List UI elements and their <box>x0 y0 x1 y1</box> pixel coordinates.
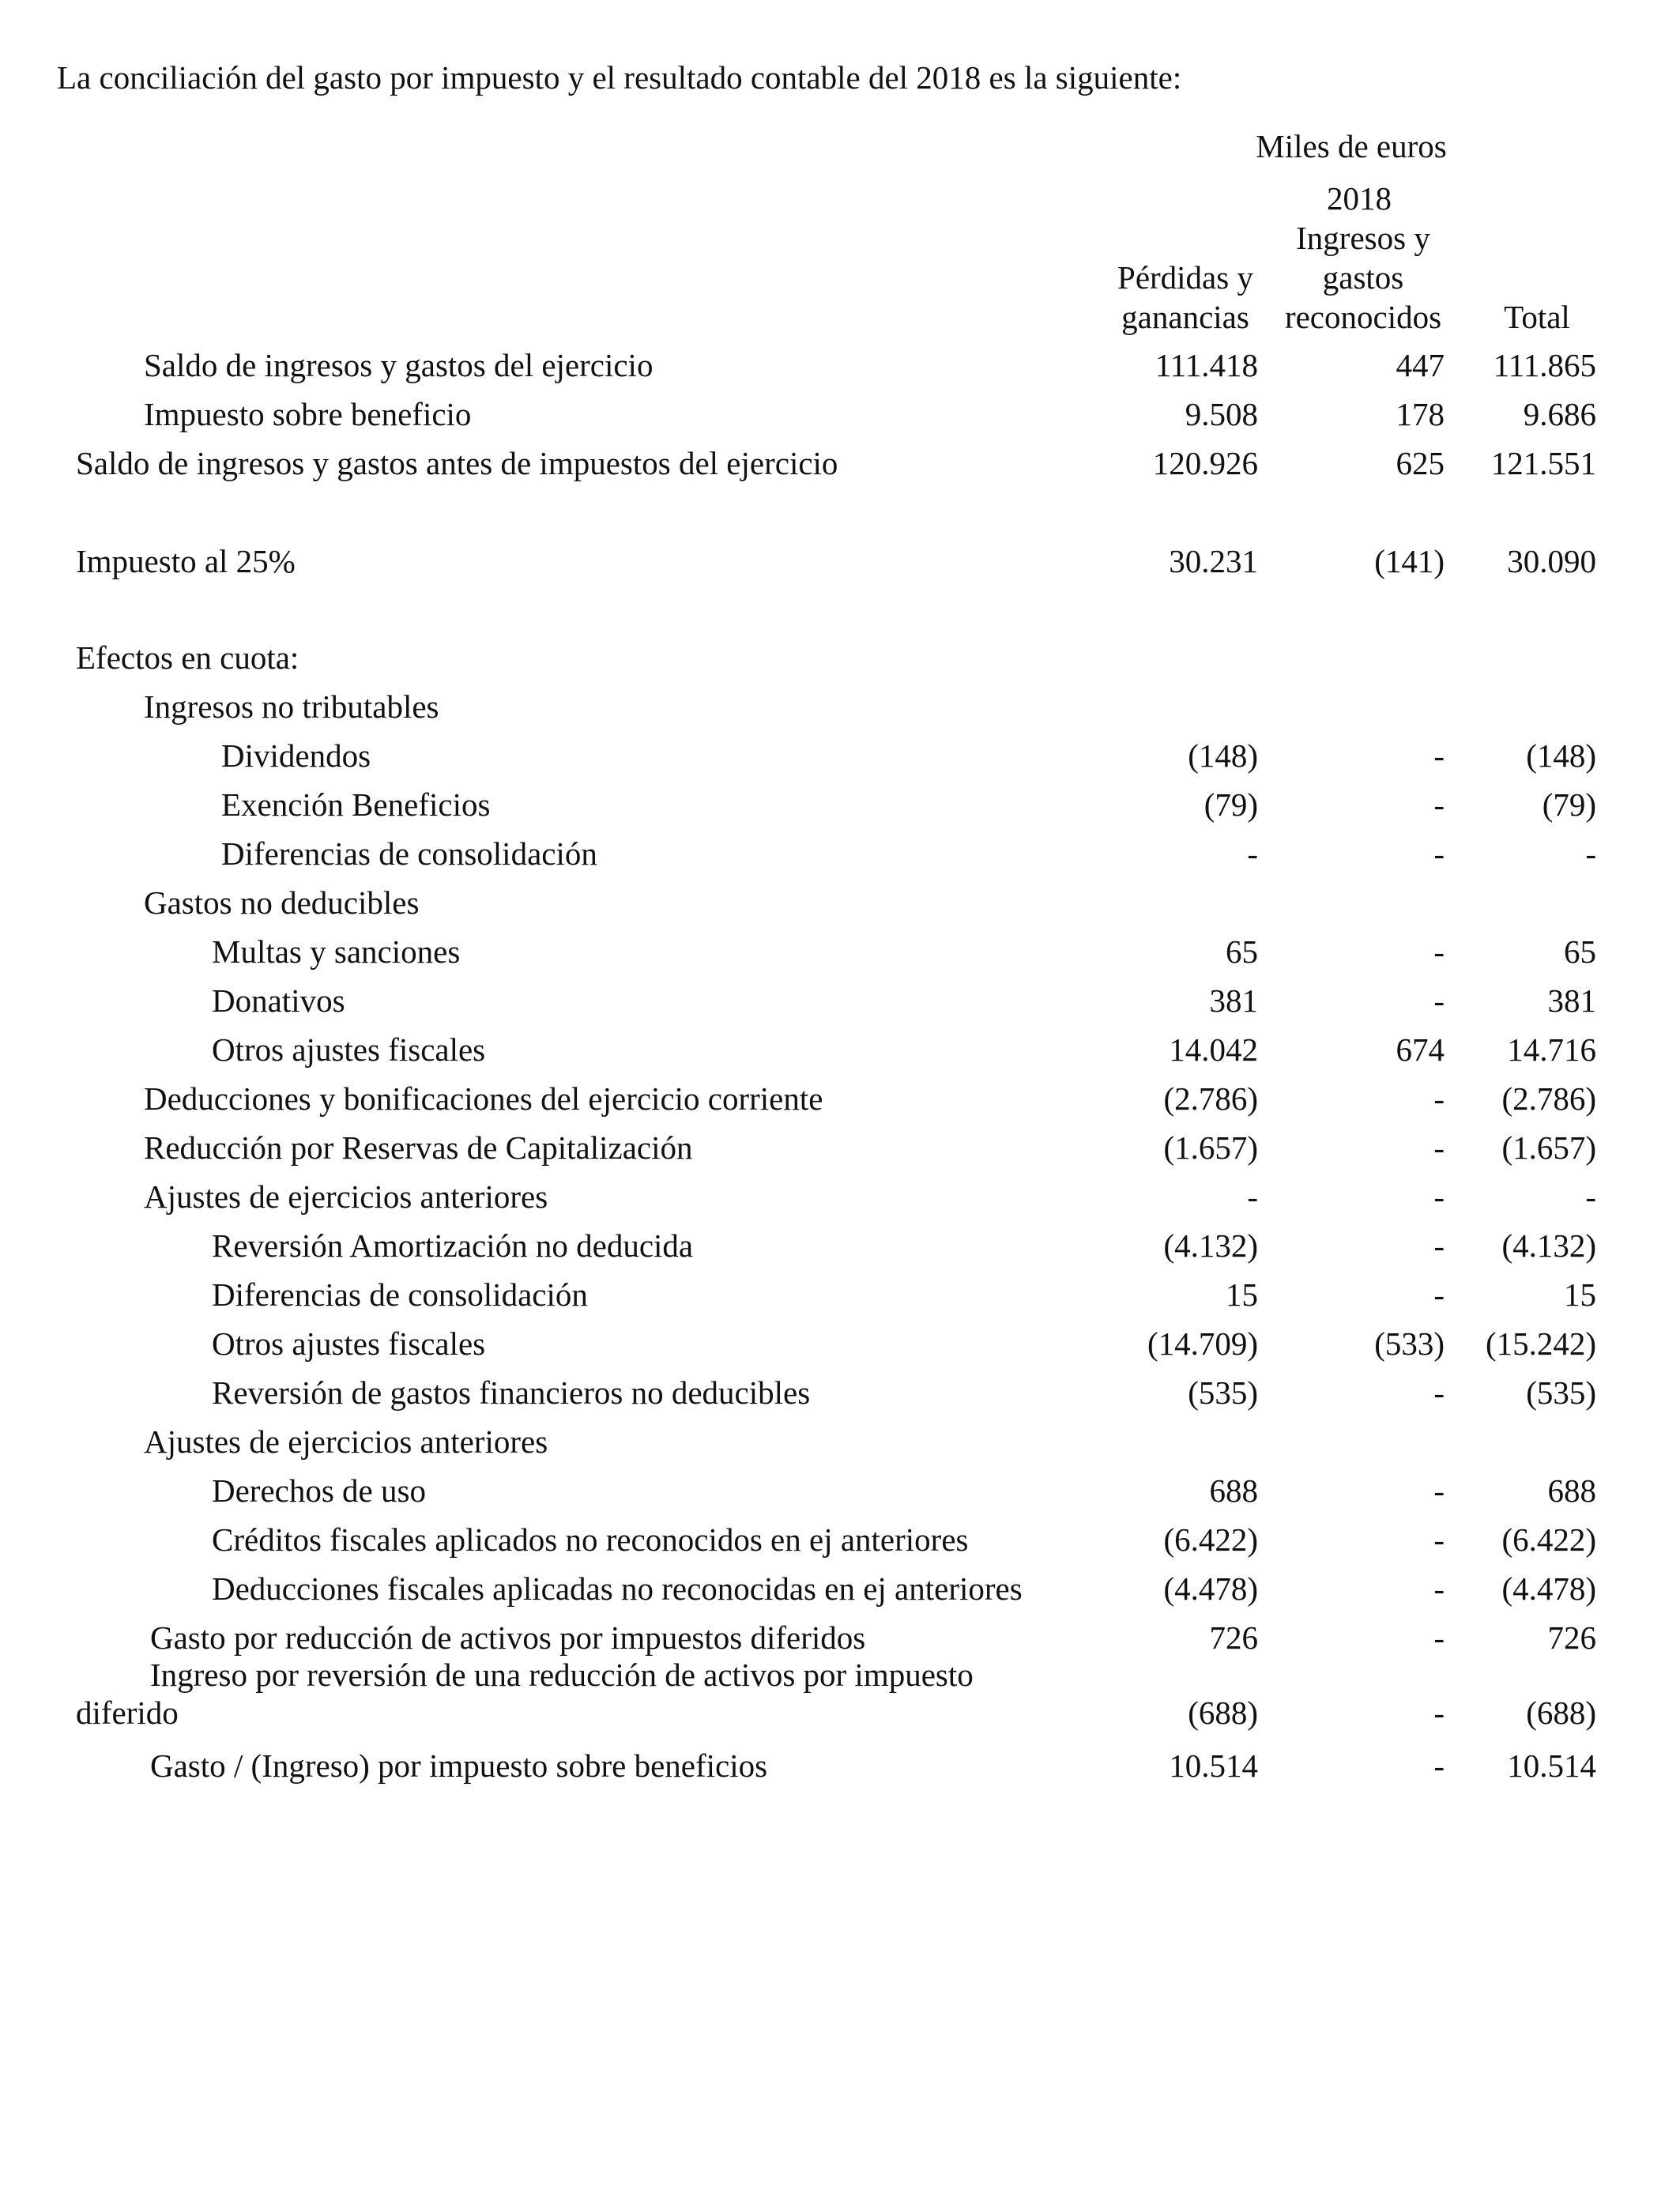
row-label: Impuesto sobre beneficio <box>144 396 472 432</box>
table-row <box>0 1222 1680 1269</box>
value-total: (535) <box>1526 1374 1596 1411</box>
value-total: 14.716 <box>1507 1031 1596 1068</box>
value-pyg: 111.418 <box>1155 347 1258 383</box>
table-row <box>0 781 1680 828</box>
table-row <box>0 683 1680 730</box>
table-row <box>0 1173 1680 1220</box>
row-label-line2: diferido <box>76 1695 179 1731</box>
value-total: 688 <box>1547 1472 1596 1509</box>
value-pyg: (4.132) <box>1163 1227 1258 1264</box>
value-total: (79) <box>1542 786 1596 823</box>
row-label: Ingresos no tributables <box>144 688 439 725</box>
value-pyg: (688) <box>1188 1695 1258 1731</box>
value-total: 9.686 <box>1523 396 1596 432</box>
row-label: Diferencias de consolidación <box>221 835 597 872</box>
row-label: Otros ajustes fiscales <box>212 1325 486 1362</box>
value-total: 30.090 <box>1507 543 1596 579</box>
table-row <box>0 732 1680 779</box>
row-label: Gastos no deducibles <box>144 884 420 921</box>
row-label: Dividendos <box>221 737 371 774</box>
row-label: Reversión Amortización no deducida <box>212 1227 694 1264</box>
value-igr: - <box>1433 1570 1445 1607</box>
col-header-ingresos-gastos <box>1272 218 1454 337</box>
table-row <box>0 1565 1680 1612</box>
value-total: 726 <box>1547 1619 1596 1656</box>
value-total: (4.478) <box>1501 1570 1596 1607</box>
row-label: Deducciones fiscales aplicadas no reconocidas en ej anteriores <box>212 1570 1023 1607</box>
value-igr: - <box>1433 1747 1445 1784</box>
value-igr: - <box>1433 1619 1445 1656</box>
value-igr: - <box>1433 1472 1445 1509</box>
value-igr: - <box>1433 835 1445 872</box>
table-row <box>0 439 1680 487</box>
value-pyg: (14.709) <box>1147 1325 1258 1362</box>
table-row <box>0 537 1680 585</box>
table-row <box>0 1742 1680 1789</box>
value-igr: - <box>1433 1695 1445 1731</box>
value-total: (15.242) <box>1485 1325 1596 1362</box>
value-igr: - <box>1433 1374 1445 1411</box>
table-row <box>0 1418 1680 1465</box>
value-igr: - <box>1433 737 1445 774</box>
value-igr: (533) <box>1374 1325 1445 1362</box>
value-total: 381 <box>1547 982 1596 1019</box>
value-pyg: (79) <box>1203 786 1258 823</box>
value-igr: 674 <box>1396 1031 1445 1068</box>
value-pyg: 120.926 <box>1152 445 1258 481</box>
value-total: (1.657) <box>1501 1129 1596 1166</box>
value-igr: - <box>1433 982 1445 1019</box>
value-pyg: - <box>1247 1178 1258 1215</box>
col-header-pyg-line1: Pérdidas y <box>1117 259 1253 296</box>
value-total: - <box>1585 1178 1596 1215</box>
table-row <box>0 1320 1680 1367</box>
table-row <box>0 1026 1680 1073</box>
table-row <box>0 977 1680 1024</box>
row-label: Derechos de uso <box>212 1472 426 1509</box>
value-igr: - <box>1433 1276 1445 1313</box>
row-label: Impuesto al 25% <box>76 543 296 579</box>
value-igr: - <box>1433 933 1445 970</box>
table-row <box>0 341 1680 389</box>
table-row <box>0 1655 1680 1742</box>
row-label: Gasto por reducción de activos por impuestos diferidos <box>150 1619 866 1656</box>
value-pyg: 30.231 <box>1169 543 1258 579</box>
row-label: Otros ajustes fiscales <box>212 1031 486 1068</box>
col-header-igr-line1: Ingresos y <box>1296 220 1430 256</box>
value-igr: - <box>1433 1129 1445 1166</box>
row-label: Saldo de ingresos y gastos del ejercicio <box>144 347 654 383</box>
value-total: - <box>1585 835 1596 872</box>
table-row <box>0 634 1680 681</box>
table-row <box>0 1614 1680 1661</box>
row-label-line1: Ingreso por reversión de una reducción de activos por impuesto <box>150 1657 974 1693</box>
table-row <box>0 928 1680 975</box>
value-pyg: (4.478) <box>1163 1570 1258 1607</box>
value-pyg: 65 <box>1226 933 1258 970</box>
value-pyg: 15 <box>1226 1276 1258 1313</box>
value-igr: (141) <box>1374 543 1445 579</box>
table-row <box>0 879 1680 926</box>
row-label: Efectos en cuota: <box>76 639 299 676</box>
value-total: (4.132) <box>1501 1227 1596 1264</box>
row-label: Multas y sanciones <box>212 933 461 970</box>
table-row <box>0 1271 1680 1318</box>
value-pyg: 726 <box>1209 1619 1258 1656</box>
value-total: 15 <box>1564 1276 1596 1313</box>
table-row <box>0 390 1680 438</box>
value-total: 65 <box>1564 933 1596 970</box>
value-igr: - <box>1433 1080 1445 1117</box>
table-row <box>0 1075 1680 1122</box>
value-total: (148) <box>1526 737 1596 774</box>
value-pyg: 10.514 <box>1169 1747 1258 1784</box>
value-igr: 625 <box>1396 445 1445 481</box>
table-row <box>0 1467 1680 1514</box>
value-pyg: 688 <box>1209 1472 1258 1509</box>
value-igr: 178 <box>1396 396 1445 432</box>
row-label: Exención Beneficios <box>221 786 491 823</box>
value-igr: - <box>1433 1178 1445 1215</box>
value-pyg: (2.786) <box>1163 1080 1258 1117</box>
col-header-igr-line2: gastos <box>1322 259 1404 296</box>
year-header: 2018 <box>1327 180 1392 217</box>
row-label: Reducción por Reservas de Capitalización <box>144 1129 693 1166</box>
units-header: Miles de euros <box>1256 128 1447 164</box>
value-pyg: (1.657) <box>1163 1129 1258 1166</box>
value-total: (2.786) <box>1501 1080 1596 1117</box>
row-label: Deducciones y bonificaciones del ejercicio corriente <box>144 1080 823 1117</box>
col-header-pyg-line2: ganancias <box>1121 299 1249 335</box>
table-row <box>0 830 1680 877</box>
value-pyg: (148) <box>1188 737 1258 774</box>
row-label: Créditos fiscales aplicados no reconocidos en ej anteriores <box>212 1521 969 1558</box>
col-header-igr-line3: reconocidos <box>1284 299 1442 335</box>
value-igr: - <box>1433 786 1445 823</box>
row-label: Ajustes de ejercicios anteriores <box>144 1178 548 1215</box>
table-row <box>0 1369 1680 1416</box>
row-label: Gasto / (Ingreso) por impuesto sobre beneficios <box>150 1747 768 1784</box>
value-total: (688) <box>1526 1695 1596 1731</box>
value-pyg: (535) <box>1188 1374 1258 1411</box>
value-total: 111.865 <box>1493 347 1596 383</box>
value-total: 10.514 <box>1507 1747 1596 1784</box>
value-pyg: 14.042 <box>1169 1031 1258 1068</box>
value-pyg: 381 <box>1209 982 1258 1019</box>
row-label: Reversión de gastos financieros no deducibles <box>212 1374 811 1411</box>
row-label: Ajustes de ejercicios anteriores <box>144 1423 548 1460</box>
value-pyg: - <box>1247 835 1258 872</box>
value-igr: - <box>1433 1227 1445 1264</box>
value-igr: - <box>1433 1521 1445 1558</box>
value-pyg: (6.422) <box>1163 1521 1258 1558</box>
table-row <box>0 1124 1680 1171</box>
value-total: (6.422) <box>1501 1521 1596 1558</box>
value-igr: 447 <box>1396 347 1445 383</box>
row-label: Donativos <box>212 982 345 1019</box>
row-label: Diferencias de consolidación <box>212 1276 588 1313</box>
table-row <box>0 1516 1680 1563</box>
col-header-perdidas-ganancias <box>1106 258 1264 337</box>
row-label: Saldo de ingresos y gastos antes de impuestos del ejercicio <box>76 445 838 481</box>
col-header-total: Total <box>1504 299 1570 335</box>
value-total: 121.551 <box>1490 445 1596 481</box>
intro-text: La conciliación del gasto por impuesto y el resultado contable del 2018 es la siguiente: <box>57 59 1182 96</box>
value-pyg: 9.508 <box>1185 396 1258 432</box>
